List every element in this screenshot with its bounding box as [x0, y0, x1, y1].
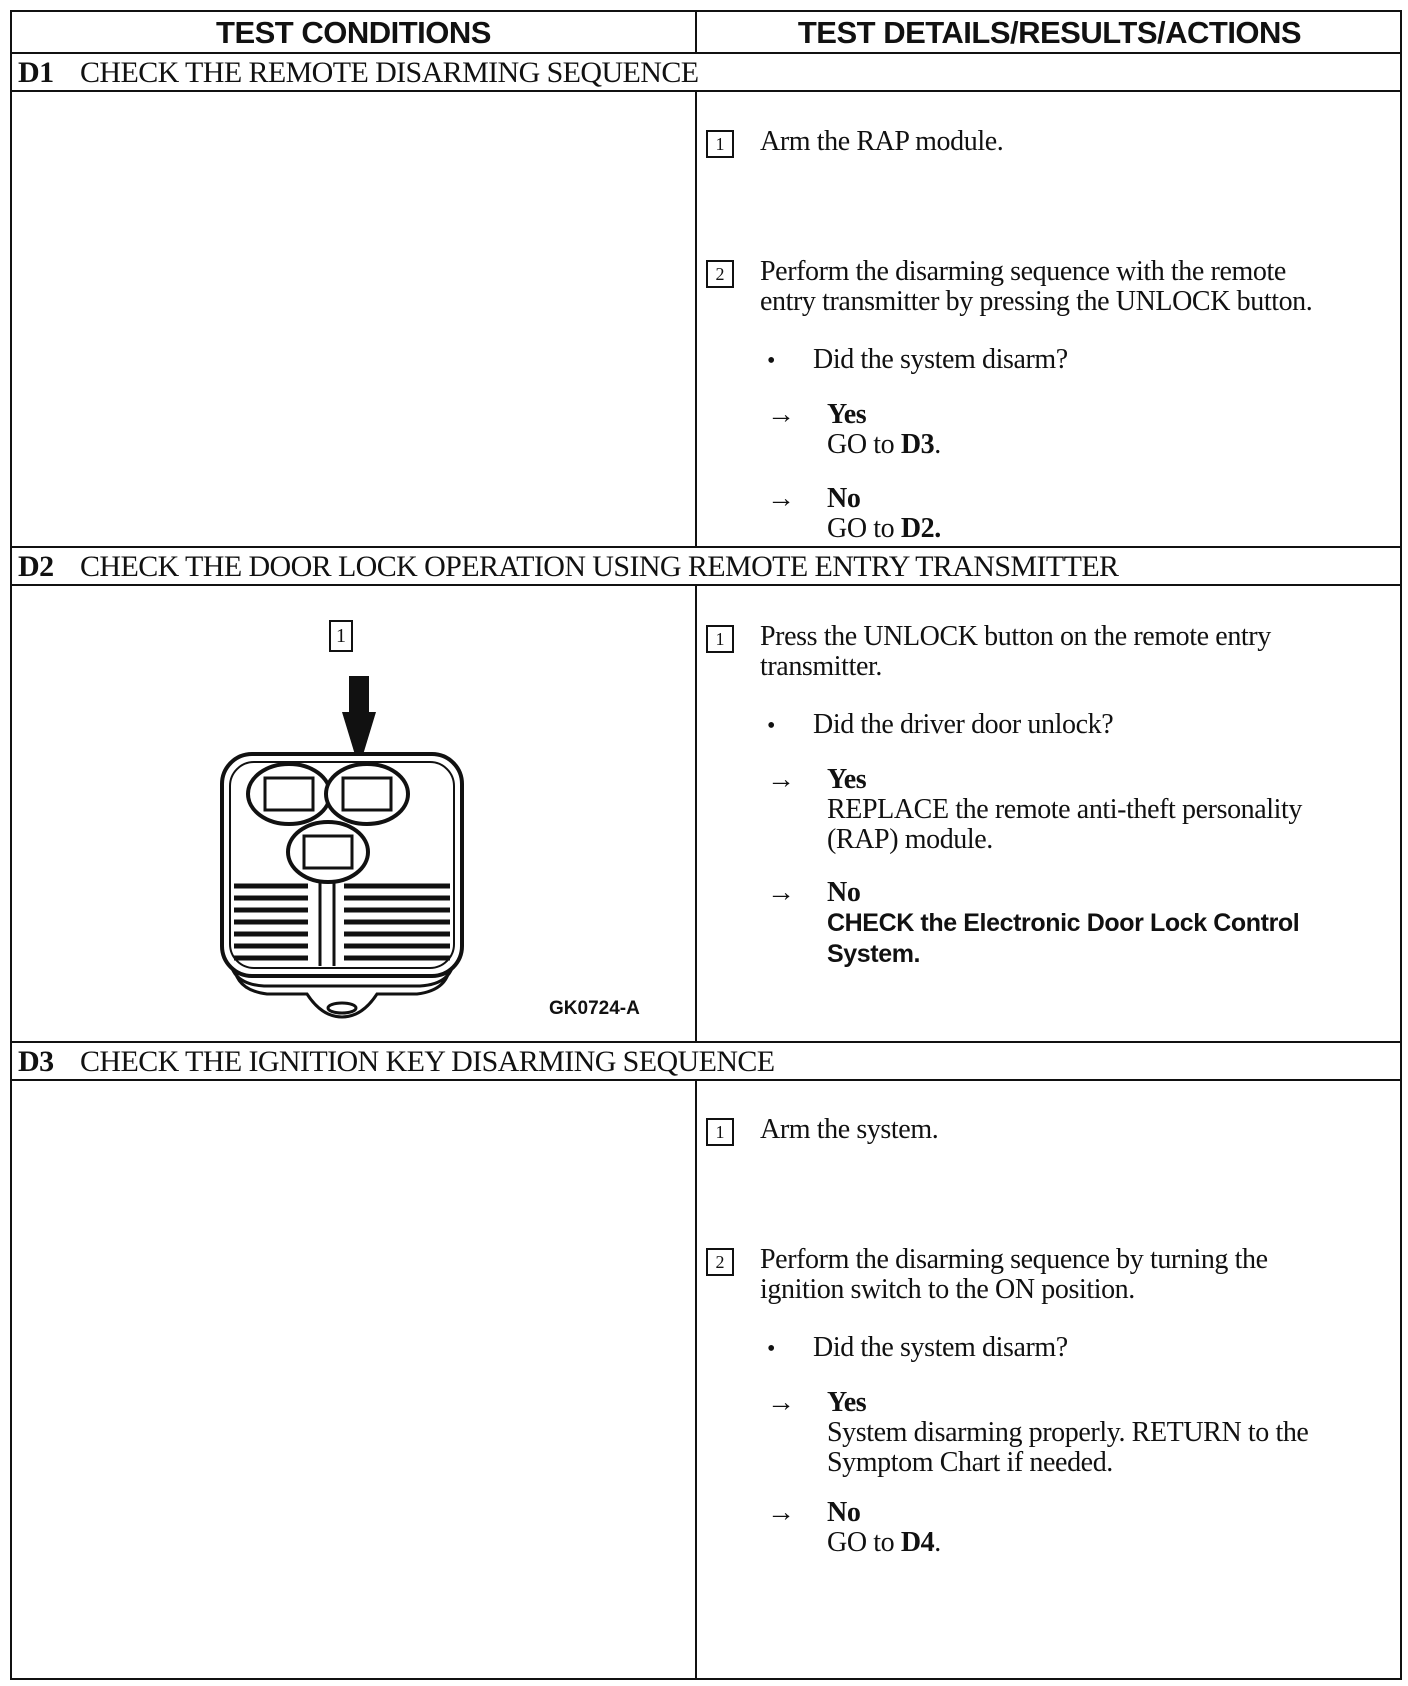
bullet-icon: • — [767, 1336, 776, 1362]
d2-no-action-line2: System. — [827, 940, 921, 968]
arrow-right-icon: → — [767, 1387, 795, 1418]
figure-step-label: 1 — [329, 620, 353, 652]
section-d2-bar — [12, 548, 1400, 586]
d3-yes-action-line2: Symptom Chart if needed. — [827, 1447, 1113, 1478]
section-d1-code: D1 — [18, 56, 54, 89]
figure-caption: GK0724-A — [549, 998, 640, 1019]
d1-step-1 — [706, 127, 1003, 158]
d3-question — [767, 1332, 1068, 1364]
d2-step-1-line2: transmitter. — [760, 651, 882, 682]
bullet-icon: • — [767, 348, 776, 374]
section-d3-bar — [12, 1043, 1400, 1081]
d2-result-no — [767, 878, 1299, 970]
d2-result-yes — [767, 765, 1302, 855]
d1-no-action: GO to D2. — [827, 513, 941, 544]
arrow-right-icon: → — [767, 483, 795, 514]
d3-step-2-text — [760, 1245, 1268, 1305]
d3-question-text: Did the system disarm? — [813, 1332, 1068, 1363]
arrow-right-icon: → — [767, 877, 795, 908]
section-d2-title: CHECK THE DOOR LOCK OPERATION USING REMOTE ENTRY TRANSMITTER — [80, 550, 1119, 583]
d2-no-action-line1: CHECK the Electronic Door Lock Control — [827, 909, 1300, 937]
d3-no-label: No — [827, 1497, 861, 1528]
d1-result-yes — [767, 400, 941, 460]
unlock-button-icon — [326, 764, 408, 824]
d3-step-2-line2: ignition switch to the ON position. — [760, 1274, 1135, 1305]
d1-no-label: No — [827, 483, 861, 514]
section-d1-rule — [12, 90, 1400, 92]
d1-step-2-text — [760, 257, 1312, 317]
d2-question-text: Did the driver door unlock? — [813, 709, 1114, 740]
header-test-details: TEST DETAILS/RESULTS/ACTIONS — [797, 15, 1302, 50]
arrow-right-icon: → — [767, 764, 795, 795]
d3-no-action: GO to D4. — [827, 1527, 941, 1558]
section-d1-bar — [12, 54, 1400, 92]
d3-step-1-text: Arm the system. — [760, 1114, 939, 1145]
d3-step-2-number: 2 — [706, 1248, 734, 1276]
section-d3-rule — [12, 1079, 1400, 1081]
d2-step-1-text — [760, 622, 1271, 682]
d3-yes-label: Yes — [827, 1387, 867, 1418]
diagnostic-table — [10, 10, 1402, 1680]
d1-step-1-text: Arm the RAP module. — [760, 126, 1004, 157]
section-d3-divider — [695, 1079, 697, 1678]
arrow-right-icon: → — [767, 1497, 795, 1528]
section-d2-divider — [695, 584, 697, 1041]
d3-step-1-number: 1 — [706, 1118, 734, 1146]
d2-step-1 — [706, 622, 1271, 682]
d3-yes-action-line1: System disarming properly. RETURN to the — [827, 1417, 1309, 1448]
d1-yes-action: GO to D3. — [827, 429, 941, 460]
d2-yes-action-line2: (RAP) module. — [827, 824, 993, 855]
d1-yes-label: Yes — [827, 399, 867, 430]
d2-yes-action-line1: REPLACE the remote anti-theft personality — [827, 794, 1303, 825]
d2-no-action — [827, 909, 1299, 968]
d2-no-label: No — [827, 877, 861, 908]
d3-step-2-line1: Perform the disarming sequence by turning the — [760, 1244, 1268, 1275]
remote-transmitter-figure — [212, 672, 472, 1032]
lock-button-icon — [248, 764, 330, 824]
d1-step-2-line2: entry transmitter by pressing the UNLOCK button. — [760, 286, 1313, 317]
section-d1-title: CHECK THE REMOTE DISARMING SEQUENCE — [80, 56, 699, 89]
d3-step-2 — [706, 1245, 1268, 1305]
d1-question — [767, 344, 1068, 376]
section-d3-code: D3 — [18, 1045, 54, 1078]
d1-step-2 — [706, 257, 1312, 317]
d1-question-text: Did the system disarm? — [813, 344, 1068, 375]
bullet-icon: • — [767, 713, 776, 739]
d2-step-1-number: 1 — [706, 625, 734, 653]
arrow-right-icon: → — [767, 399, 795, 430]
d1-step-2-line1: Perform the disarming sequence with the remote — [760, 256, 1286, 287]
d3-step-1 — [706, 1115, 938, 1146]
d3-result-no — [767, 1498, 941, 1558]
d1-step-2-number: 2 — [706, 260, 734, 288]
d2-step-1-line1: Press the UNLOCK button on the remote entry — [760, 621, 1271, 652]
header-test-conditions: TEST CONDITIONS — [216, 15, 491, 50]
section-d2-rule — [12, 584, 1400, 586]
d3-result-yes — [767, 1388, 1308, 1478]
d1-step-1-number: 1 — [706, 130, 734, 158]
section-d2-code: D2 — [18, 550, 54, 583]
header-divider — [695, 12, 697, 54]
panic-button-icon — [288, 822, 368, 882]
section-d1-divider — [695, 90, 697, 546]
d1-result-no — [767, 484, 941, 544]
section-d3-title: CHECK THE IGNITION KEY DISARMING SEQUENCE — [80, 1045, 775, 1078]
d2-question — [767, 709, 1113, 741]
d2-yes-label: Yes — [827, 764, 867, 795]
